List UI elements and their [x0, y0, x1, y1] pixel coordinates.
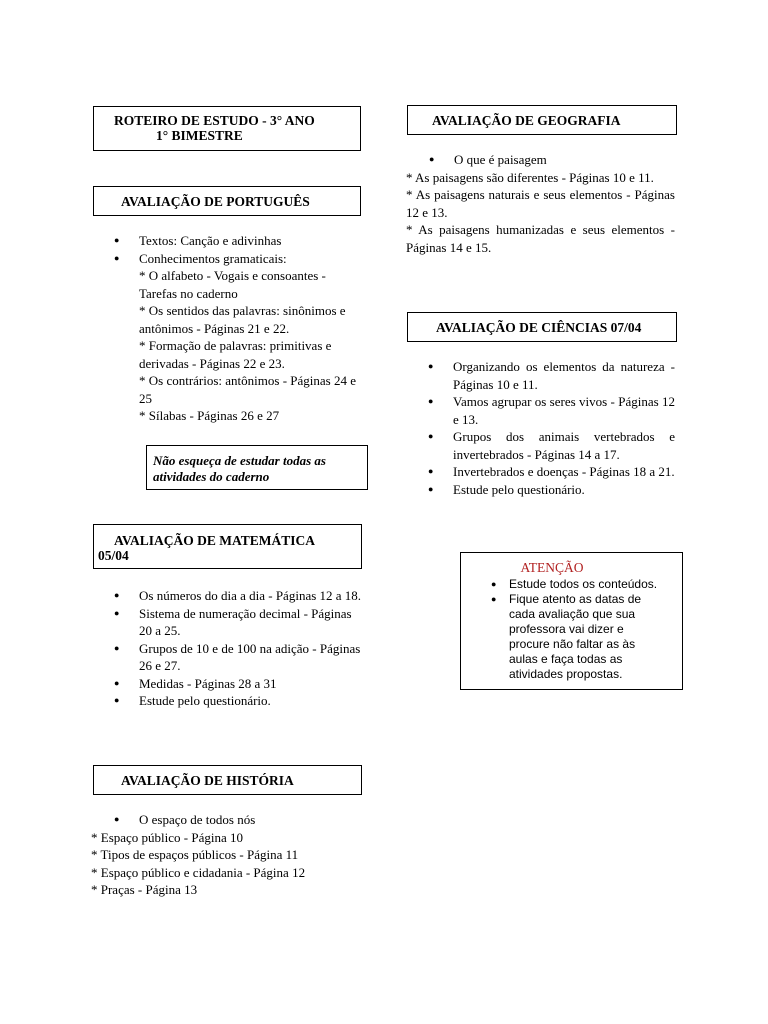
- portugues-content: [114, 232, 360, 425]
- atencao-title: ATENÇÃO: [520, 560, 584, 575]
- text-line: * As paisagens são diferentes - Páginas 10 e 11.: [406, 169, 654, 185]
- list-item: ● Estude pelo questionário.: [114, 692, 362, 710]
- portugues-title-box: [93, 186, 361, 216]
- list-item: ● Textos: Canção e adivinhas: [114, 232, 360, 250]
- text-line: * Espaço público e cidadania - Página 12: [91, 864, 306, 880]
- list-item: ● Invertebrados e doenças - Páginas 18 a 21.: [428, 463, 675, 481]
- matematica-list: [114, 587, 362, 710]
- matematica-title: AVALIAÇÃO DE MATEMÁTICA: [114, 533, 316, 548]
- sub-item: * O alfabeto - Vogais e consoantes - Tarefas no caderno: [139, 268, 326, 301]
- matematica-date: 05/04: [98, 548, 129, 563]
- list-item: ● O espaço de todos nós: [114, 811, 371, 829]
- atencao-box: [460, 552, 683, 690]
- sub-item: * Sílabas - Páginas 26 e 27: [139, 408, 280, 423]
- note-box: [146, 445, 368, 490]
- header-line-1: ROTEIRO DE ESTUDO - 3° ANO: [114, 113, 315, 128]
- header-box: [93, 106, 361, 151]
- list-item: ● Fique atento as datas de cada avaliação que sua professora vai dizer e procure não faltar as às aulas e faça todas as atividades propostas.: [487, 592, 677, 682]
- header-line-2: 1° BIMESTRE: [156, 128, 243, 143]
- list-item: ● Grupos de 10 e de 100 na adição - Páginas 26 e 27.: [114, 640, 362, 675]
- list-item: ● Vamos agrupar os seres vivos - Páginas 12 e 13.: [428, 393, 675, 428]
- list-item: ● Estude pelo questionário.: [428, 481, 675, 499]
- text-line: * Espaço público - Página 10: [91, 829, 243, 845]
- list-item: ● Organizando os elementos da natureza - Páginas 10 e 11.: [428, 358, 675, 393]
- geografia-content: [406, 151, 675, 256]
- text-line: * As paisagens humanizadas e seus elementos - Páginas 14 e 15.: [406, 222, 675, 255]
- list-item: ● Grupos dos animais vertebrados e invertebrados - Páginas 14 a 17.: [428, 428, 675, 463]
- list-item: ● O que é paisagem: [429, 151, 675, 169]
- portugues-title: AVALIAÇÃO DE PORTUGUÊS: [121, 194, 310, 209]
- geografia-title-box: [407, 105, 677, 135]
- ciencias-title: AVALIAÇÃO DE CIÊNCIAS 07/04: [436, 320, 642, 335]
- list-item: ● Medidas - Páginas 28 a 31: [114, 675, 362, 693]
- historia-title-box: [93, 765, 362, 795]
- sub-item: * Formação de palavras: primitivas e derivadas - Páginas 22 e 23.: [139, 338, 332, 371]
- text-line: * As paisagens naturais e seus elementos - Páginas 12 e 13.: [406, 187, 675, 220]
- sub-item: * Os contrários: antônimos - Páginas 24 e 25: [139, 373, 356, 406]
- list-item: ● Estude todos os conteúdos.: [487, 577, 677, 592]
- text-line: * Tipos de espaços públicos - Página 11: [91, 847, 299, 862]
- atencao-list: [487, 577, 677, 682]
- note-text: Não esqueça de estudar todas as atividades do caderno: [153, 453, 326, 484]
- ciencias-list: [428, 358, 675, 498]
- list-item: ● Sistema de numeração decimal - Páginas 20 a 25.: [114, 605, 362, 640]
- ciencias-title-box: [407, 312, 677, 342]
- list-item: ● Os números do dia a dia - Páginas 12 a 18.: [114, 587, 362, 605]
- sub-item: * Os sentidos das palavras: sinônimos e antônimos - Páginas 21 e 22.: [139, 303, 346, 336]
- matematica-title-box: [93, 524, 362, 569]
- text-line: * Praças - Página 13: [91, 882, 198, 897]
- geografia-title: AVALIAÇÃO DE GEOGRAFIA: [432, 113, 621, 128]
- historia-content: [91, 811, 371, 899]
- historia-title: AVALIAÇÃO DE HISTÓRIA: [121, 773, 294, 788]
- list-item: ● Conhecimentos gramaticais:: [114, 250, 360, 268]
